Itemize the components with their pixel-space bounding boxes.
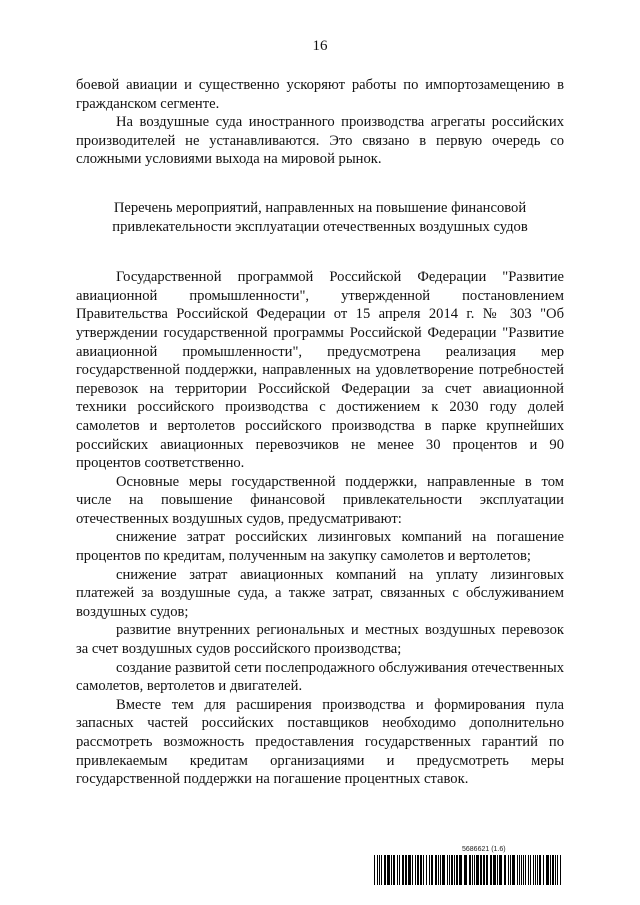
list-item: развитие внутренних региональных и местных воздушных перевозок за счет воздушных судов российского производства; xyxy=(76,622,564,658)
page-number: 16 xyxy=(312,38,328,54)
paragraph: Вместе тем для расширения производства и формирования пула запасных частей российских поставщиков необходимо дополнительно рассмотреть возможность предоставления государственных гарантий по привлекаемым кредитам организациями и предусмотреть меры государственной поддержки на погашение процентных ставок. xyxy=(76,696,564,788)
paragraph: Государственной программой Российской Федерации "Развитие авиационной промышленности", утвержденной постановлением Правительства Российской Федерации от 15 апреля 2014 г. № 303 "Об утверждении государственной программы Российской Федерации "Развитие авиационной промышленности", предусмотрена реализация мер государственной поддержки, направленных на удовлетворение потребностей перевозок на территории Российской Федерации за счет авиационной техники российского производства с достижением к 2030 году долей самолетов и вертолетов российского производства в парке крупнейших российских авиационных перевозчиков не менее 30 процентов и 90 процентов соответственно. xyxy=(76,269,564,472)
list-item: снижение затрат авиационных компаний на уплату лизинговых платежей за воздушные суда, а также затрат, связанных с обслуживанием воздушных судов; xyxy=(76,566,564,620)
barcode xyxy=(374,855,562,885)
paragraph: боевой авиации и существенно ускоряют работы по импортозамещению в гражданском сегменте. xyxy=(76,77,564,112)
document-code: 5686621 (1.6) xyxy=(462,846,506,853)
list-item: создание развитой сети послепродажного обслуживания отечественных самолетов, вертолетов и двигателей. xyxy=(76,659,564,695)
list-item: снижение затрат российских лизинговых компаний на погашение процентов по кредитам, полученным на закупку самолетов и вертолетов; xyxy=(76,529,564,565)
paragraph: Основные меры государственной поддержки, направленные в том числе на повышение финансовой привлекательности эксплуатации отечественных воздушных судов, предусматривают: xyxy=(76,473,564,527)
section-title: Перечень мероприятий, направленных на повышение финансовой привлекательности эксплуатации отечественных воздушных судов xyxy=(112,199,528,235)
paragraph: На воздушные суда иностранного производства агрегаты российских производителей не устанавливаются. Это связано в первую очередь со сложными условиями выхода на мировой рынок. xyxy=(76,114,564,168)
document-body xyxy=(76,76,564,789)
